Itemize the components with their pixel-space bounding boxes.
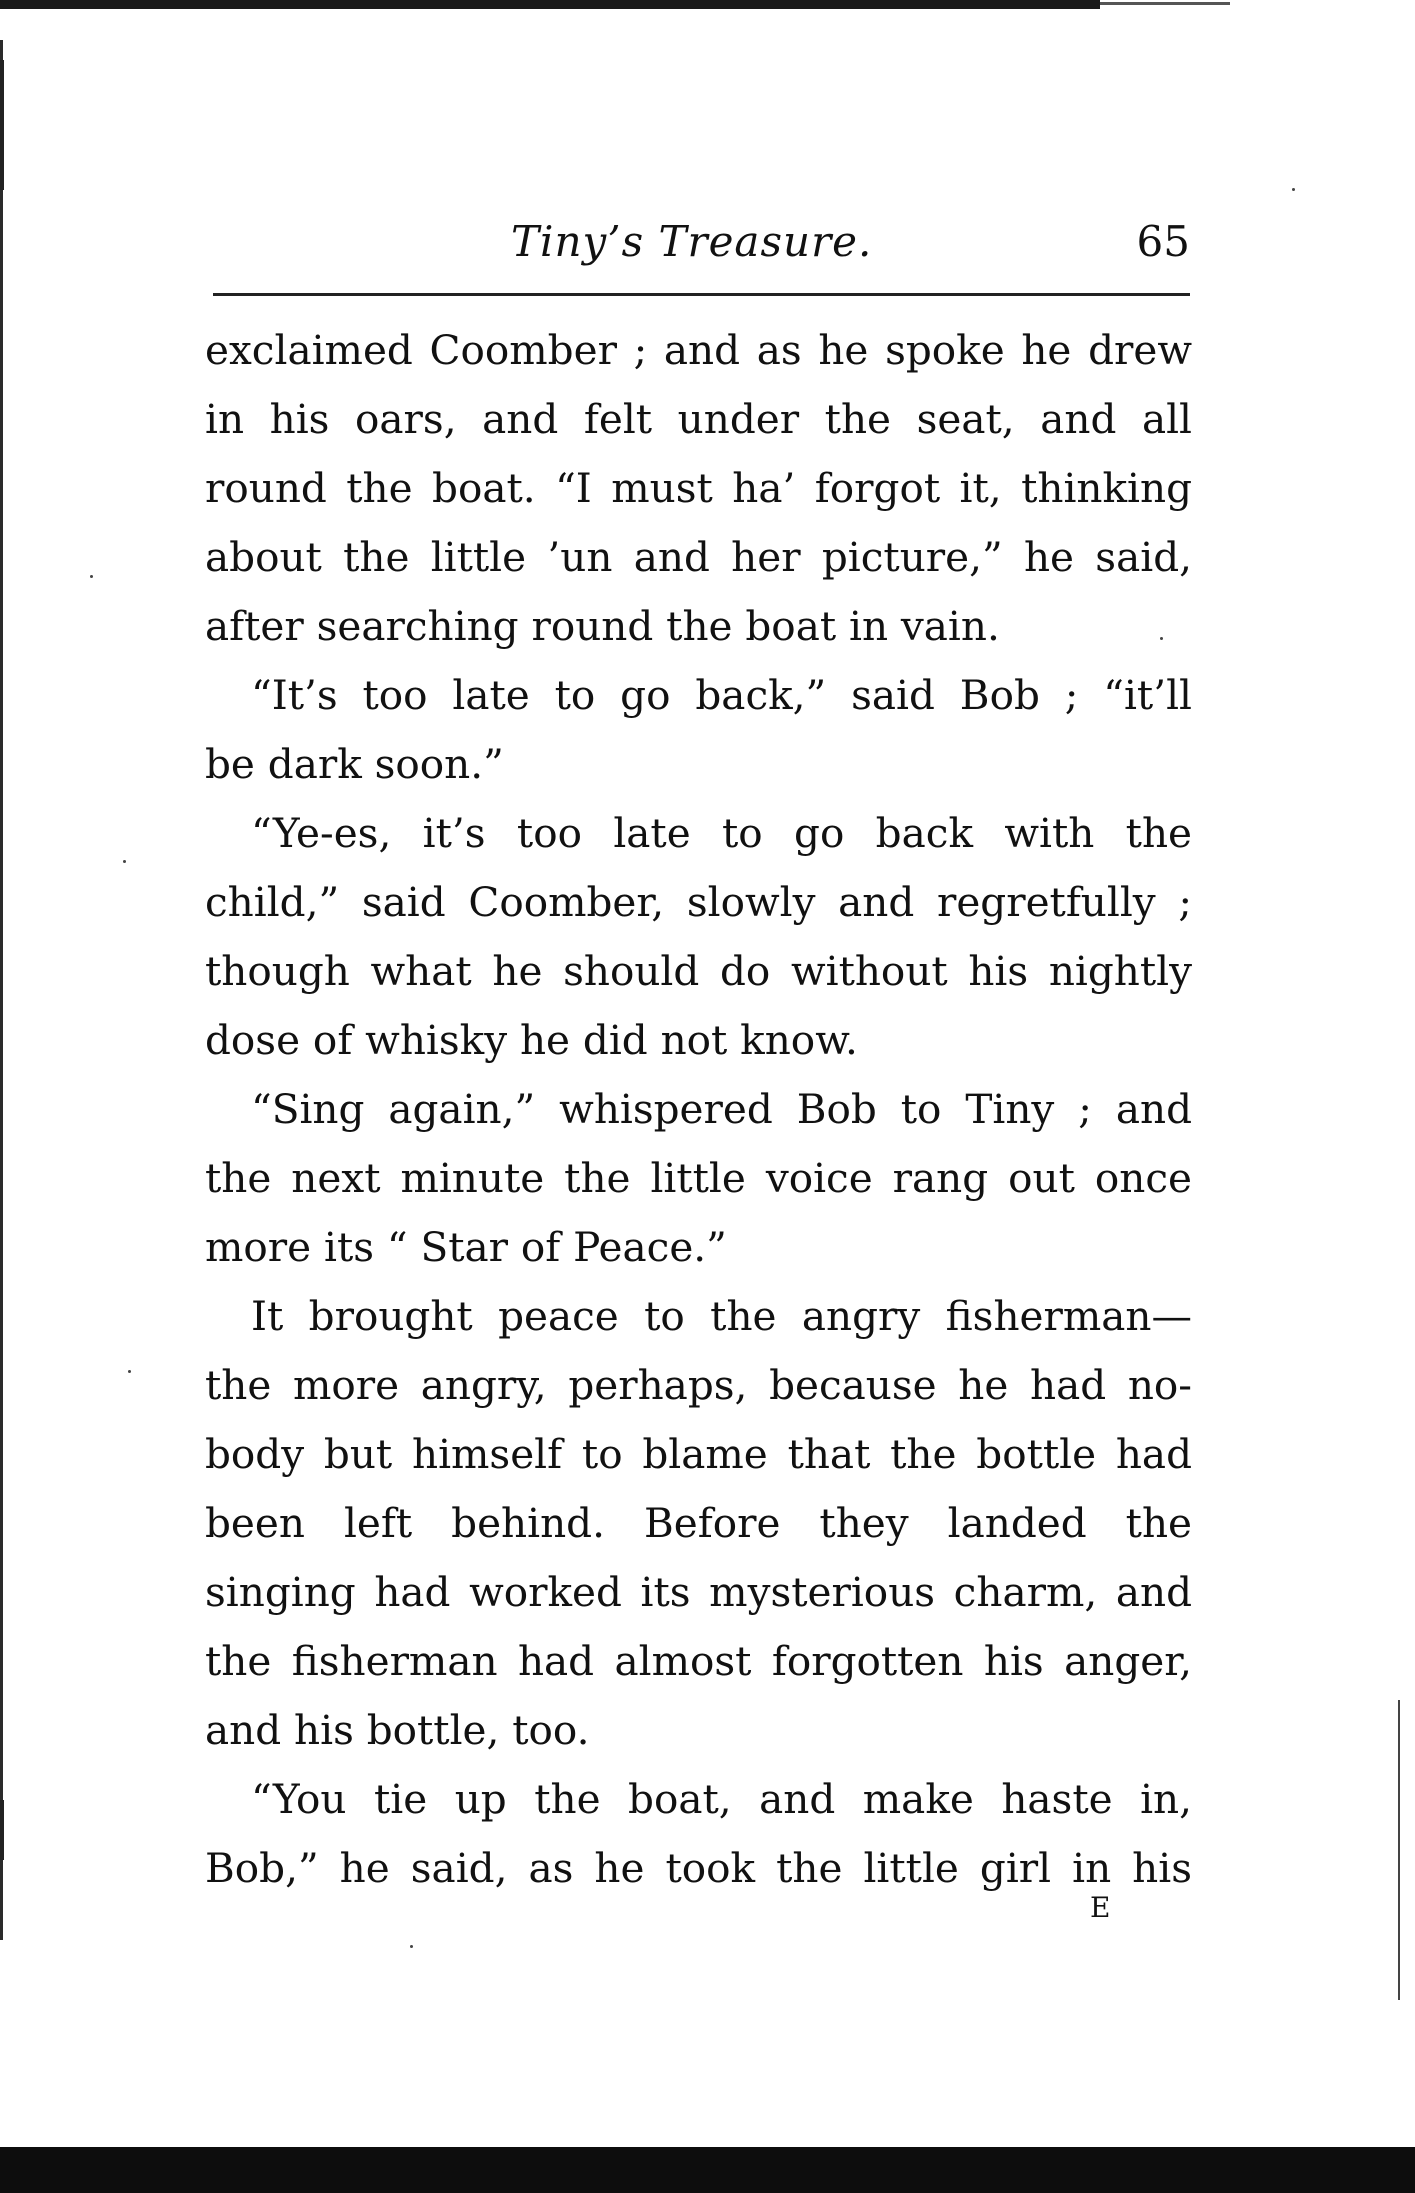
text-line: It brought peace to the angry fisherman— [251,1292,1192,1340]
text-line: and his bottle, too. [205,1706,590,1754]
text-line: been left behind. Before they landed the [205,1499,1192,1547]
text-line: about the little ’un and her picture,” he said, [205,533,1192,581]
running-title: Tiny’s Treasure. [511,217,873,266]
paper-speck [128,1370,131,1373]
text-line: child,” said Coomber, slowly and regretfully ; [205,878,1192,926]
text-line: be dark soon.” [205,740,504,788]
text-line: dose of whisky he did not know. [205,1016,858,1064]
page-number: 65 [1136,217,1190,266]
text-line: exclaimed Coomber ; and as he spoke he drew [205,326,1192,374]
running-head [208,212,1190,272]
text-line: the next minute the little voice rang out once [205,1154,1192,1202]
text-line: “It’s too late to go back,” said Bob ; “it’ll [251,671,1192,719]
text-line: round the boat. “I must ha’ forgot it, thinking [205,464,1192,512]
text-line: body but himself to blame that the bottle had [205,1430,1192,1478]
text-line: though what he should do without his nightly [205,947,1192,995]
paper-speck [90,575,93,578]
text-line: “You tie up the boat, and make haste in, [251,1775,1192,1823]
text-line: after searching round the boat in vain. [205,602,1000,650]
scan-left-mark [0,1800,4,1860]
body-text [205,316,1192,1903]
paper-speck [123,860,126,863]
header-rule [213,293,1190,296]
text-line: in his oars, and felt under the seat, and all [205,395,1192,443]
scan-bottom-edge [0,2147,1415,2193]
scan-top-edge-fade [1100,2,1230,5]
text-line: “Sing again,” whispered Bob to Tiny ; and [251,1085,1192,1133]
signature-mark: E [1090,1891,1111,1924]
paper-speck [1292,188,1295,191]
text-line: the fisherman had almost forgotten his anger, [205,1637,1192,1685]
scan-right-edge [1398,1700,1400,2000]
scan-left-edge [0,40,9,1940]
text-line: Bob,” he said, as he took the little girl in his [205,1844,1192,1892]
text-line: “Ye-es, it’s too late to go back with the [251,809,1192,857]
text-line: singing had worked its mysterious charm, and [205,1568,1192,1616]
text-line: the more angry, perhaps, because he had no- [205,1361,1192,1409]
text-line: more its “ Star of Peace.” [205,1223,727,1271]
scan-top-edge [0,0,1100,9]
scan-left-mark [0,60,4,190]
paper-speck [410,1945,413,1948]
